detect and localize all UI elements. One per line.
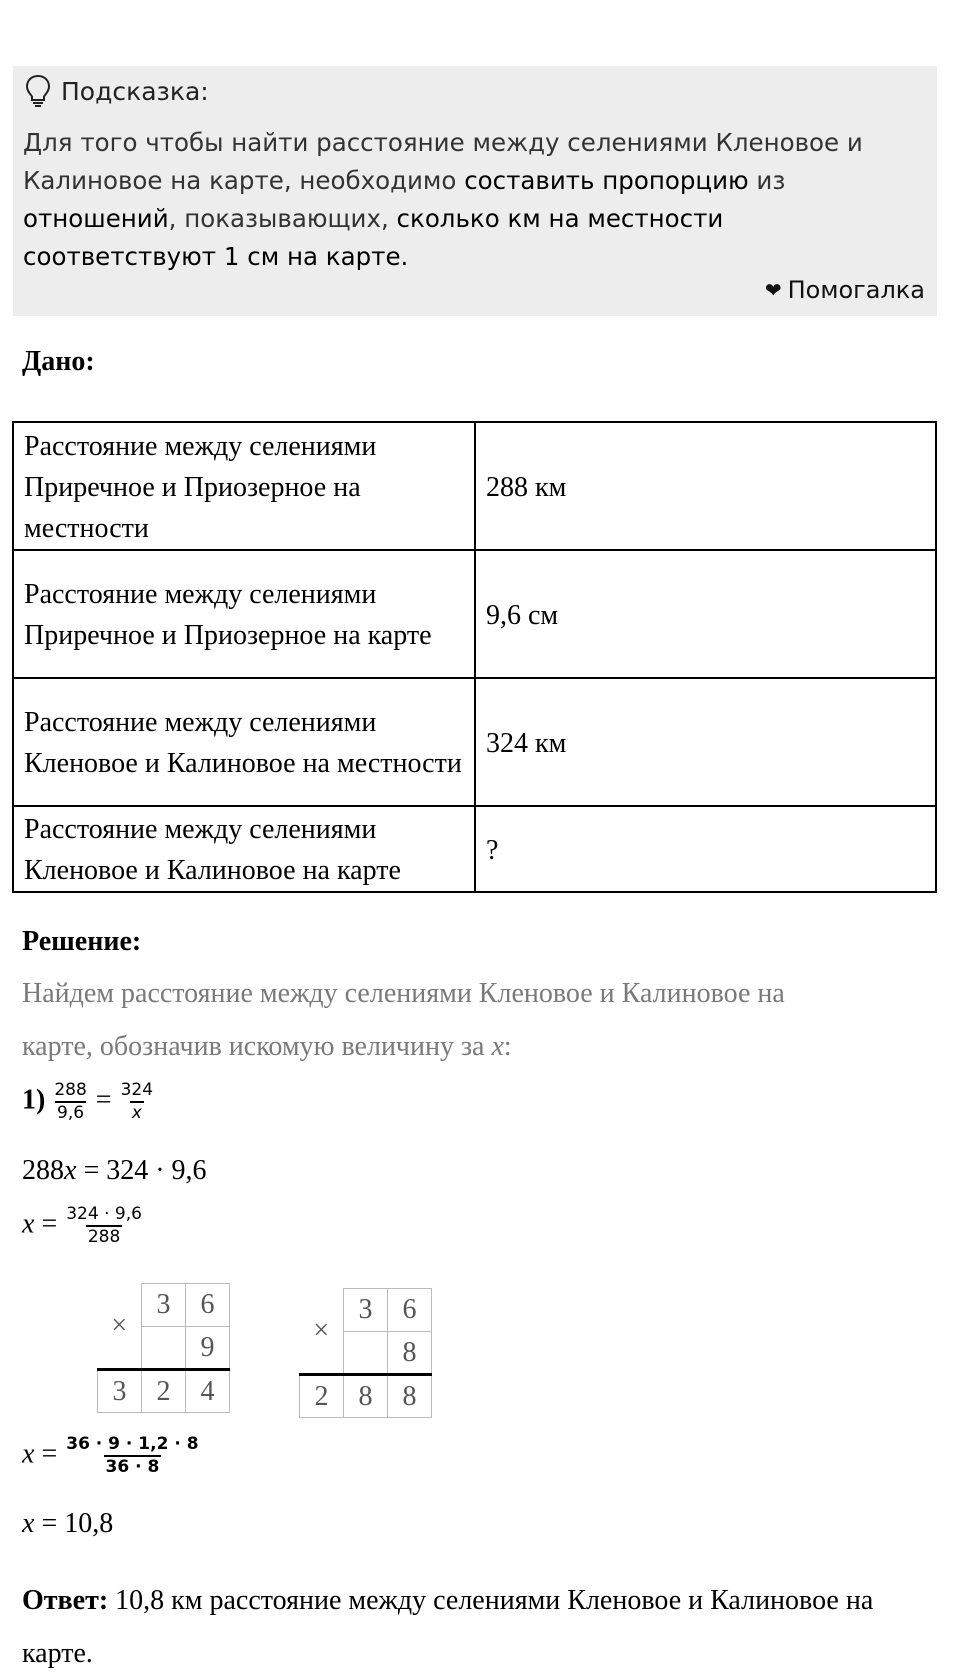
given-label: Расстояние между селениями Приречное и Приозерное на карте (13, 550, 475, 678)
grid-cell: 8 (388, 1375, 432, 1418)
answer (22, 1574, 942, 1680)
given-value: 9,6 см (475, 550, 936, 678)
fraction-eq2: $\frac{324 \cdot 9,6}{288}$ (66, 1204, 142, 1247)
grid-cell: 3 (142, 1284, 186, 1327)
table-row (13, 806, 936, 892)
hint-header (25, 73, 209, 109)
hint-title: Подсказка: (61, 76, 209, 106)
equation-3: x = $\frac{36 \cdot 9 \cdot 1,2 \cdot 8}{36 \cdot 8}$ (22, 1434, 199, 1477)
solution-heading: Решение: (22, 926, 142, 957)
grid-cell: 6 (388, 1289, 432, 1332)
given-label: Расстояние между селениями Приречное и Приозерное на местности (13, 422, 475, 550)
given-heading: Дано: (22, 346, 95, 377)
grid-cell: 8 (344, 1375, 388, 1418)
table-row (13, 550, 936, 678)
given-value: 324 км (475, 678, 936, 806)
table-row (13, 678, 936, 806)
given-label: Расстояние между селениями Кленовое и Калиновое на карте (13, 806, 475, 892)
grid-cell (344, 1332, 388, 1375)
fraction-left: $\frac{288}{9,6}$ (54, 1080, 87, 1123)
equation-4: x = 10,8 (22, 1508, 114, 1539)
step-proportion: 1) $\frac{288}{9,6}$ = $\frac{324}{x}$ (22, 1080, 154, 1123)
answer-label: Ответ: (22, 1585, 109, 1616)
hint-bold-1: составить пропорцию (464, 166, 749, 195)
given-label: Расстояние между селениями Кленовое и Калиновое на местности (13, 678, 475, 806)
grid-cell: 3 (98, 1370, 142, 1413)
solution-intro-line-2: карте, обозначив искомую величину за x: (22, 1031, 512, 1062)
heart-icon: ❤ (764, 278, 782, 302)
table-row (13, 422, 936, 550)
lightbulb-icon (25, 74, 51, 108)
multiply-sign: × (111, 1309, 128, 1341)
given-table (12, 421, 937, 893)
grid-cell (142, 1327, 186, 1370)
equation-1: 288x = 324 · 9,6 (22, 1155, 207, 1186)
multiply-sign: × (313, 1314, 330, 1346)
hint-bold-2: отношений (23, 204, 169, 233)
step-label: 1) (22, 1084, 46, 1116)
hint-box (13, 66, 937, 316)
grid-cell: 8 (388, 1332, 432, 1375)
equation-2: x = $\frac{324 \cdot 9,6}{288}$ (22, 1204, 142, 1247)
fraction-right: $\frac{324}{x}$ (120, 1080, 154, 1123)
solution-intro-line-1: Найдем расстояние между селениями Кленовое и Калиновое на (22, 978, 785, 1009)
hint-footer-label: Помогалка (787, 276, 925, 304)
grid-cell: 2 (142, 1370, 186, 1413)
answer-text: 10,8 км расстояние между селениями Кленовое и Калиновое на карте. (22, 1585, 874, 1669)
given-value: 288 км (475, 422, 936, 550)
fraction-eq3: $\frac{36 \cdot 9 \cdot 1,2 \cdot 8}{36 \cdot 8}$ (66, 1434, 199, 1477)
grid-cell: 2 (300, 1375, 344, 1418)
hint-footer[interactable] (765, 276, 925, 304)
multiplication-grid-1 (97, 1283, 230, 1413)
grid-cell: 6 (186, 1284, 230, 1327)
given-value: ? (475, 806, 936, 892)
grid-cell: 9 (186, 1327, 230, 1370)
grid-cell: 4 (186, 1370, 230, 1413)
multiplication-grid-2 (299, 1288, 432, 1418)
hint-bold-3: сколько км на местности соответствуют 1 см на карте. (23, 204, 724, 271)
grid-cell: 3 (344, 1289, 388, 1332)
hint-text: Для того чтобы найти расстояние между селениями Кленовое и Калиновое на карте, необходимо составить пропорцию из отношений, показывающих, сколько км на местности соответствуют 1 см на карте. (23, 128, 863, 271)
